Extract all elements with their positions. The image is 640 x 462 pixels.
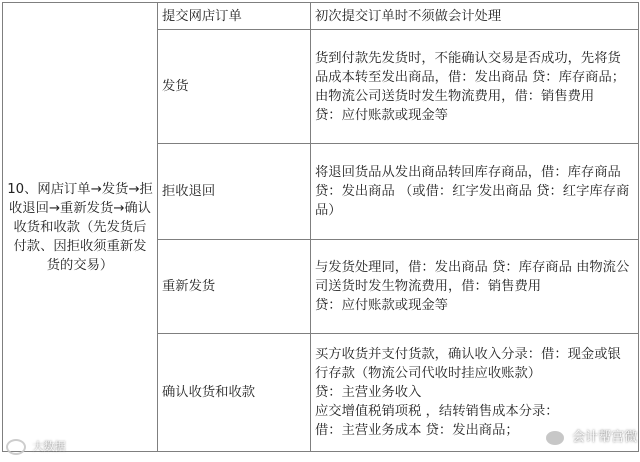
detail-cell: [311, 144, 639, 240]
detail-line: 与发货处理同，借：发出商品 贷：库存商品 由物流公司送货时发生物流费用，借：销售费用: [315, 260, 630, 294]
step-cell: 重新发货: [158, 240, 311, 334]
table-row: [3, 3, 639, 30]
detail-line: 贷：应付账款或现金等: [315, 298, 448, 313]
chat-bubble-icon: [546, 431, 564, 445]
detail-line: 贷：发出商品 （或借：红字发出商品 贷：红字库存商品）: [315, 184, 630, 218]
detail-cell: [311, 240, 639, 334]
detail-line: 将退回货品从发出商品转回库存商品，借：库存商品: [315, 165, 621, 180]
watermark-right: [546, 426, 637, 445]
detail-line: 贷：主营业务收入: [315, 385, 422, 400]
watermark-left: [6, 438, 66, 455]
detail-line: 应交增值税销项税 ，结转销售成本分录：: [315, 404, 559, 419]
step-cell: 发货: [158, 30, 311, 144]
detail-cell: [311, 3, 639, 30]
detail-line: 买方收货并支付货款，确认收入分录：借：现金或银行存款（物流公司代收时挂应收账款）: [315, 347, 621, 381]
step-cell: 拒收退回: [158, 144, 311, 240]
detail-line: 初次提交订单时不须做会计处理: [315, 8, 502, 24]
step-cell: 提交网店订单: [158, 3, 311, 30]
detail-line: 货到付款先发货时，不能确认交易是否成功，先将货品成本转至发出商品，借：发出商品 贷：库存商品；由物流公司送货时发生物流费用，借：销售费用: [315, 50, 626, 104]
accounting-table: [2, 2, 639, 452]
detail-line: 贷：应付账款或现金等: [315, 107, 448, 123]
watermark-right-text: 会计帮宫微: [572, 430, 638, 445]
step-cell: 确认收货和收款: [158, 334, 311, 452]
detail-line: 借：主营业务成本 贷：发出商品；: [315, 423, 519, 438]
watermark-left-text: 大数据: [32, 440, 66, 453]
watermark-logo-icon: [6, 439, 26, 455]
detail-cell: [311, 30, 639, 144]
scenario-cell: 10、网店订单→发货→拒收退回→重新发货→确认收货和收款（先发货后付款、因拒收须重新发货的交易）: [3, 3, 158, 452]
